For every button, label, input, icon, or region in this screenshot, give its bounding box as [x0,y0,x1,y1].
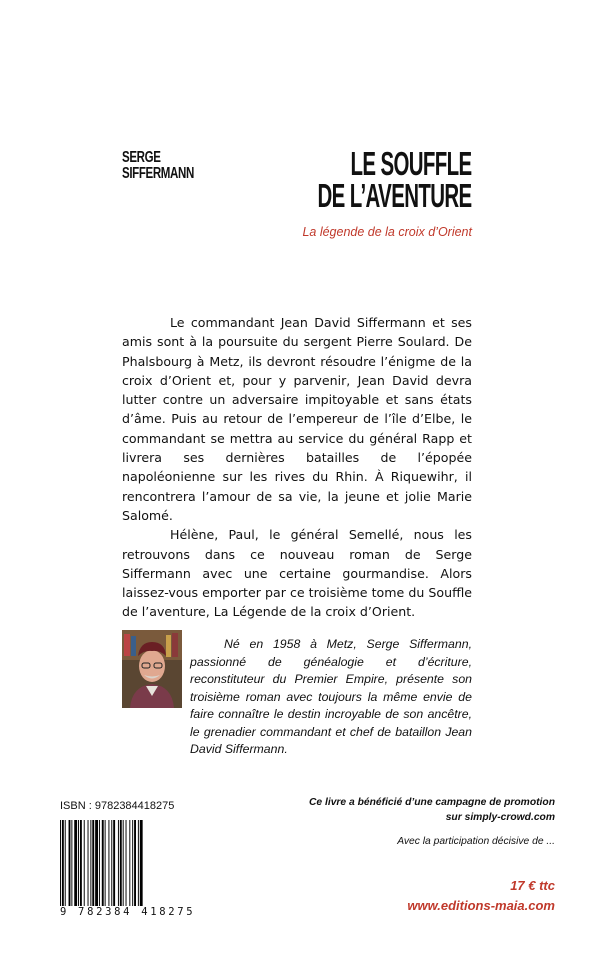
book-subtitle: La légende de la croix d’Orient [302,225,472,239]
author-photo [122,630,182,708]
author-name [122,150,194,182]
author-bio [190,636,472,759]
participation-note: Avec la participation décisive de ... [397,836,555,847]
title-line-2: DE L’AVENTURE [317,177,472,214]
author-first-name: SERGE [122,149,161,166]
isbn-label: ISBN : 9782384418275 [60,800,175,812]
promo-line-2: sur simply-crowd.com [445,812,555,823]
promo-notice [309,795,555,825]
author-last-name: SIFFERMANN [122,165,194,182]
price: 17 € ttc [510,878,555,893]
barcode [58,820,165,920]
author-bio-text: Né en 1958 à Metz, Serge Siffermann, passionné de généalogie et d’écriture, reconstituteur du Premier Empire, présente son troisième roman avec toujours la même envie de faire connaître le destin incroyable de son ancêtre, le grenadier commandant et chef de bataillon Jean David Siffermann. [190,637,472,756]
title-line-1: LE SOUFFLE [350,145,472,182]
synopsis [122,313,472,622]
synopsis-paragraph-2: Hélène, Paul, le général Semellé, nous les retrouvons dans ce nouveau roman de Serge Siffermann avec une certaine gourmandise. Alors laissez-vous emporter par ce troisième tome du Souffle de l’aventure, La Légende de la croix d’Orient. [122,527,472,620]
book-title [317,145,472,214]
synopsis-paragraph-1: Le commandant Jean David Siffermann et ses amis sont à la poursuite du sergent Pierre Soulard. De Phalsbourg à Metz, ils devront résoudre l’énigme de la croix d’Orient et, pour y parvenir, Jean David devra lutter contre un adversaire impitoyable et sans états d’âme. Puis au retour de l’empereur de l’île d’Elbe, le commandant se mettra au service du général Rapp et livrera ses dernières batailles de l’épopée napoléonienne sur les rives du Rhin. À Riquewihr, il rencontrera l’amour de sa vie, la jeune et jolie Marie Salomé. [122,315,472,523]
promo-line-1: Ce livre a bénéficié d’une campagne de promotion [308,797,555,808]
barcode-digits: 9 782384 418275 [60,906,196,918]
publisher-website: www.editions-maia.com [407,898,555,913]
